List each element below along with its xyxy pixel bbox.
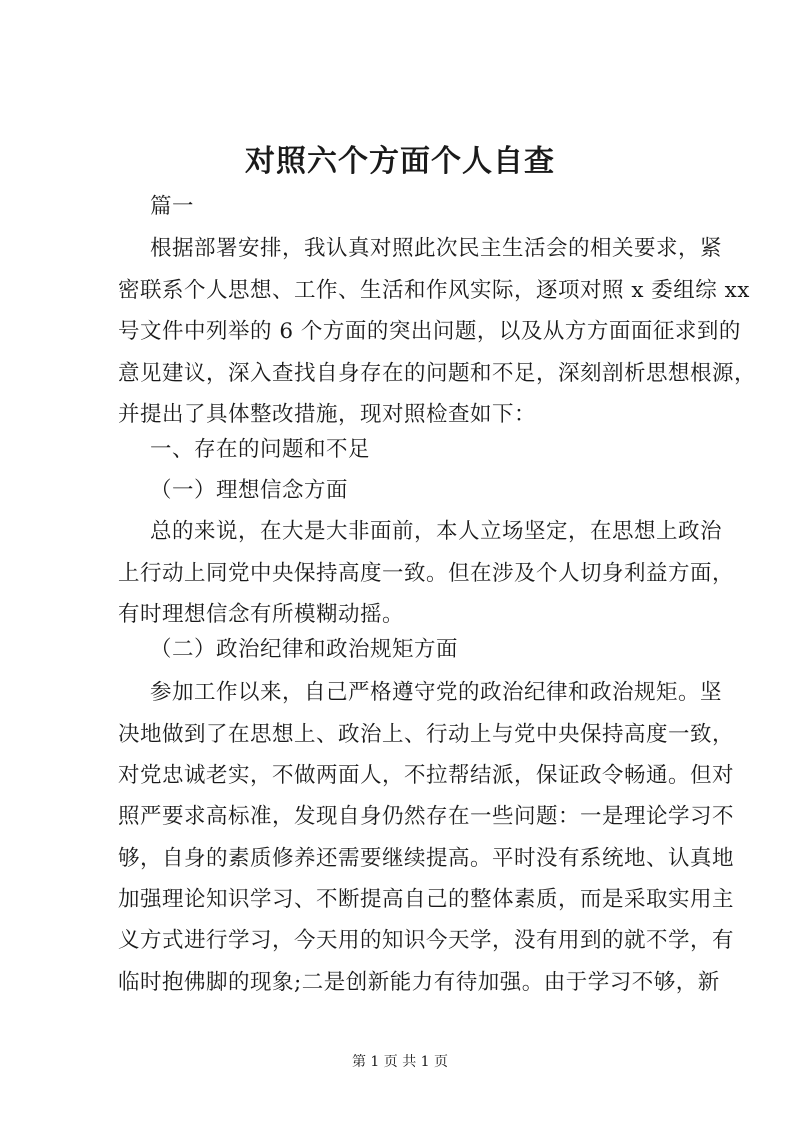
paragraph-line: 够，自身的素质修养还需要继续提高。平时没有系统地、认真地 — [118, 846, 735, 871]
section-label: 篇一 — [150, 194, 195, 219]
paragraph-line: 加强理论知识学习、不断提高自己的整体素质，而是采取实用主 — [118, 887, 735, 912]
paragraph-line: 总的来说，在大是大非面前，本人立场坚定，在思想上政治 — [150, 519, 723, 544]
document-title: 对照六个方面个人自查 — [245, 144, 555, 179]
paragraph-line: 决地做到了在思想上、政治上、行动上与党中央保持高度一致， — [118, 722, 735, 747]
paragraph-line: 对党忠诚老实，不做两面人，不拉帮结派，保证政令畅通。但对 — [118, 763, 735, 788]
paragraph-line: 临时抱佛脚的现象;二是创新能力有待加强。由于学习不够，新 — [118, 970, 720, 995]
paragraph-line: 照严要求高标准，发现自身仍然存在一些问题：一是理论学习不 — [118, 804, 735, 829]
paragraph-line: 上行动上同党中央保持高度一致。但在涉及个人切身利益方面， — [118, 561, 735, 586]
subsection-heading: （一）理想信念方面 — [150, 478, 349, 503]
paragraph-line: 意见建议，深入查找自身存在的问题和不足，深刻剖析思想根源， — [118, 361, 757, 386]
paragraph-line: 密联系个人思想、工作、生活和作风实际，逐项对照 x 委组综 xx — [118, 278, 750, 303]
section-heading: 一、存在的问题和不足 — [150, 437, 371, 462]
paragraph-line: 根据部署安排，我认真对照此次民主生活会的相关要求，紧 — [150, 236, 723, 261]
paragraph-line: 义方式进行学习，今天用的知识今天学，没有用到的就不学，有 — [118, 928, 735, 953]
paragraph-line: 号文件中列举的 6 个方面的突出问题，以及从方方面面征求到的 — [118, 319, 741, 344]
page-footer: 第 1 页 共 1 页 — [351, 1054, 449, 1070]
paragraph-line: 参加工作以来，自己严格遵守党的政治纪律和政治规矩。坚 — [150, 680, 723, 705]
paragraph-line: 并提出了具体整改措施，现对照检查如下： — [118, 402, 537, 427]
subsection-heading: （二）政治纪律和政治规矩方面 — [150, 637, 459, 662]
paragraph-line: 有时理想信念有所模糊动摇。 — [118, 602, 405, 627]
